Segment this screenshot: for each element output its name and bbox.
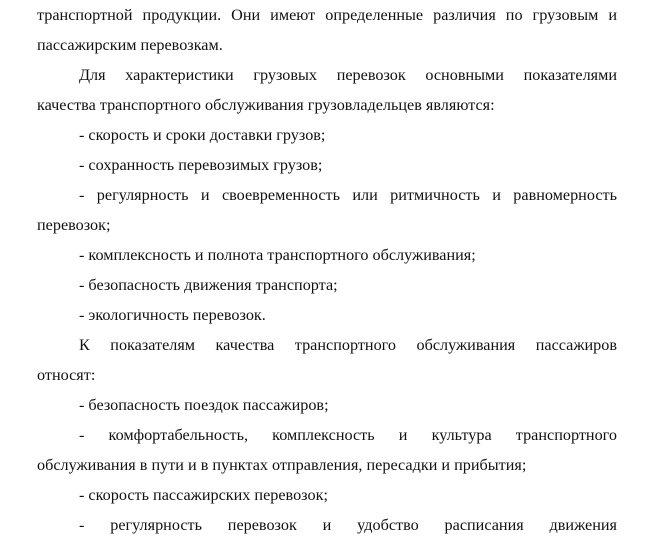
paragraph-text: К показателям качества транспортного обслуживания пассажиров	[79, 336, 617, 354]
list-item-text: - скорость пассажирских перевозок;	[79, 486, 328, 504]
list-item	[37, 150, 617, 180]
list-item	[37, 240, 617, 270]
list-item-text: - экологичность перевозок.	[79, 306, 266, 324]
paragraph-text: относят:	[37, 366, 96, 384]
text-line	[37, 450, 617, 480]
text-line	[37, 30, 617, 60]
text-line	[37, 330, 617, 360]
paragraph-text: пассажирским перевозкам.	[37, 36, 223, 54]
list-item	[37, 510, 617, 540]
paragraph-text: Для характеристики грузовых перевозок основными показателями	[79, 66, 617, 84]
paragraph-text: транспортной продукции. Они имеют определенные различия по грузовым и	[37, 6, 617, 24]
list-item-text: - скорость и сроки доставки грузов;	[79, 126, 326, 144]
document-page	[37, 0, 617, 540]
list-item	[37, 480, 617, 510]
text-line	[37, 60, 617, 90]
list-item	[37, 120, 617, 150]
list-item	[37, 270, 617, 300]
text-line	[37, 0, 617, 30]
list-item	[37, 420, 617, 450]
list-item-text: - регулярность и своевременность или ритмичность и равномерность	[79, 186, 617, 204]
list-item-continuation: обслуживания в пути и в пунктах отправления, пересадки и прибытия;	[37, 456, 527, 474]
list-item	[37, 180, 617, 210]
list-item-continuation: перевозок;	[37, 216, 111, 234]
text-line	[37, 90, 617, 120]
list-item	[37, 390, 617, 420]
list-item-text: - регулярность перевозок и удобство расписания движения	[79, 516, 617, 534]
paragraph-text: качества транспортного обслуживания грузовладельцев являются:	[37, 96, 495, 114]
text-line	[37, 360, 617, 390]
list-item	[37, 300, 617, 330]
list-item-text: - безопасность движения транспорта;	[79, 276, 338, 294]
list-item-text: - комфортабельность, комплексность и культура транспортного	[79, 426, 617, 444]
list-item-text: - безопасность поездок пассажиров;	[79, 396, 329, 414]
list-item-text: - комплексность и полнота транспортного обслуживания;	[79, 246, 476, 264]
text-line	[37, 210, 617, 240]
list-item-text: - сохранность перевозимых грузов;	[79, 156, 323, 174]
